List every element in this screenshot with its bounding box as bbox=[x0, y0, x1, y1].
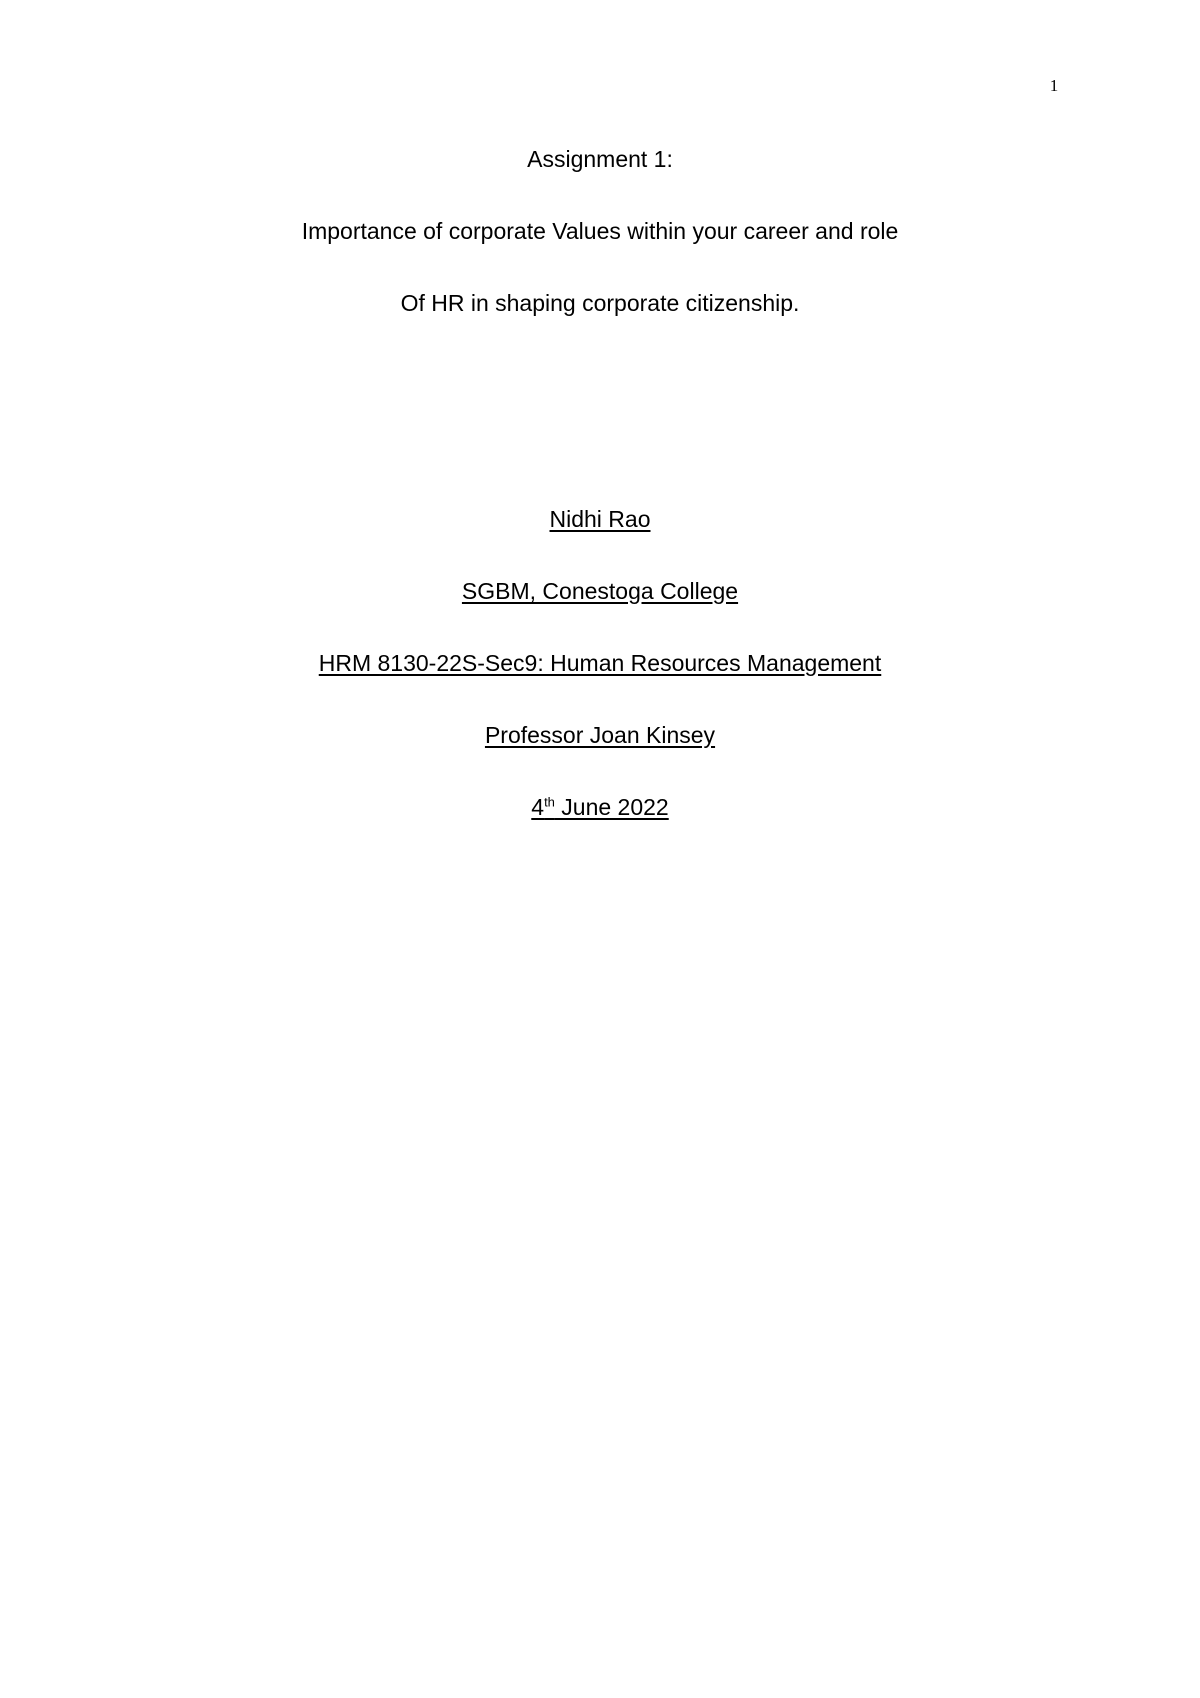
title-line-2: Importance of corporate Values within your career and role bbox=[301, 218, 899, 244]
author-name bbox=[0, 504, 1200, 534]
submission-date bbox=[0, 792, 1200, 822]
institution-text: SGBM, Conestoga College bbox=[461, 578, 739, 604]
title-line-1: Assignment 1: bbox=[527, 146, 673, 172]
author-name-text: Nidhi Rao bbox=[549, 506, 651, 532]
course bbox=[0, 648, 1200, 678]
institution bbox=[0, 576, 1200, 606]
date-day: 4 bbox=[531, 794, 545, 820]
instructor bbox=[0, 720, 1200, 750]
page-number: 1 bbox=[1049, 76, 1059, 95]
submission-date-text bbox=[531, 794, 668, 820]
date-suffix: th bbox=[544, 794, 555, 810]
title-line-3: Of HR in shaping corporate citizenship. bbox=[400, 290, 800, 316]
course-text: HRM 8130-22S-Sec9: Human Resources Management bbox=[318, 650, 882, 676]
date-rest: June 2022 bbox=[554, 794, 669, 820]
instructor-text: Professor Joan Kinsey bbox=[484, 722, 716, 748]
